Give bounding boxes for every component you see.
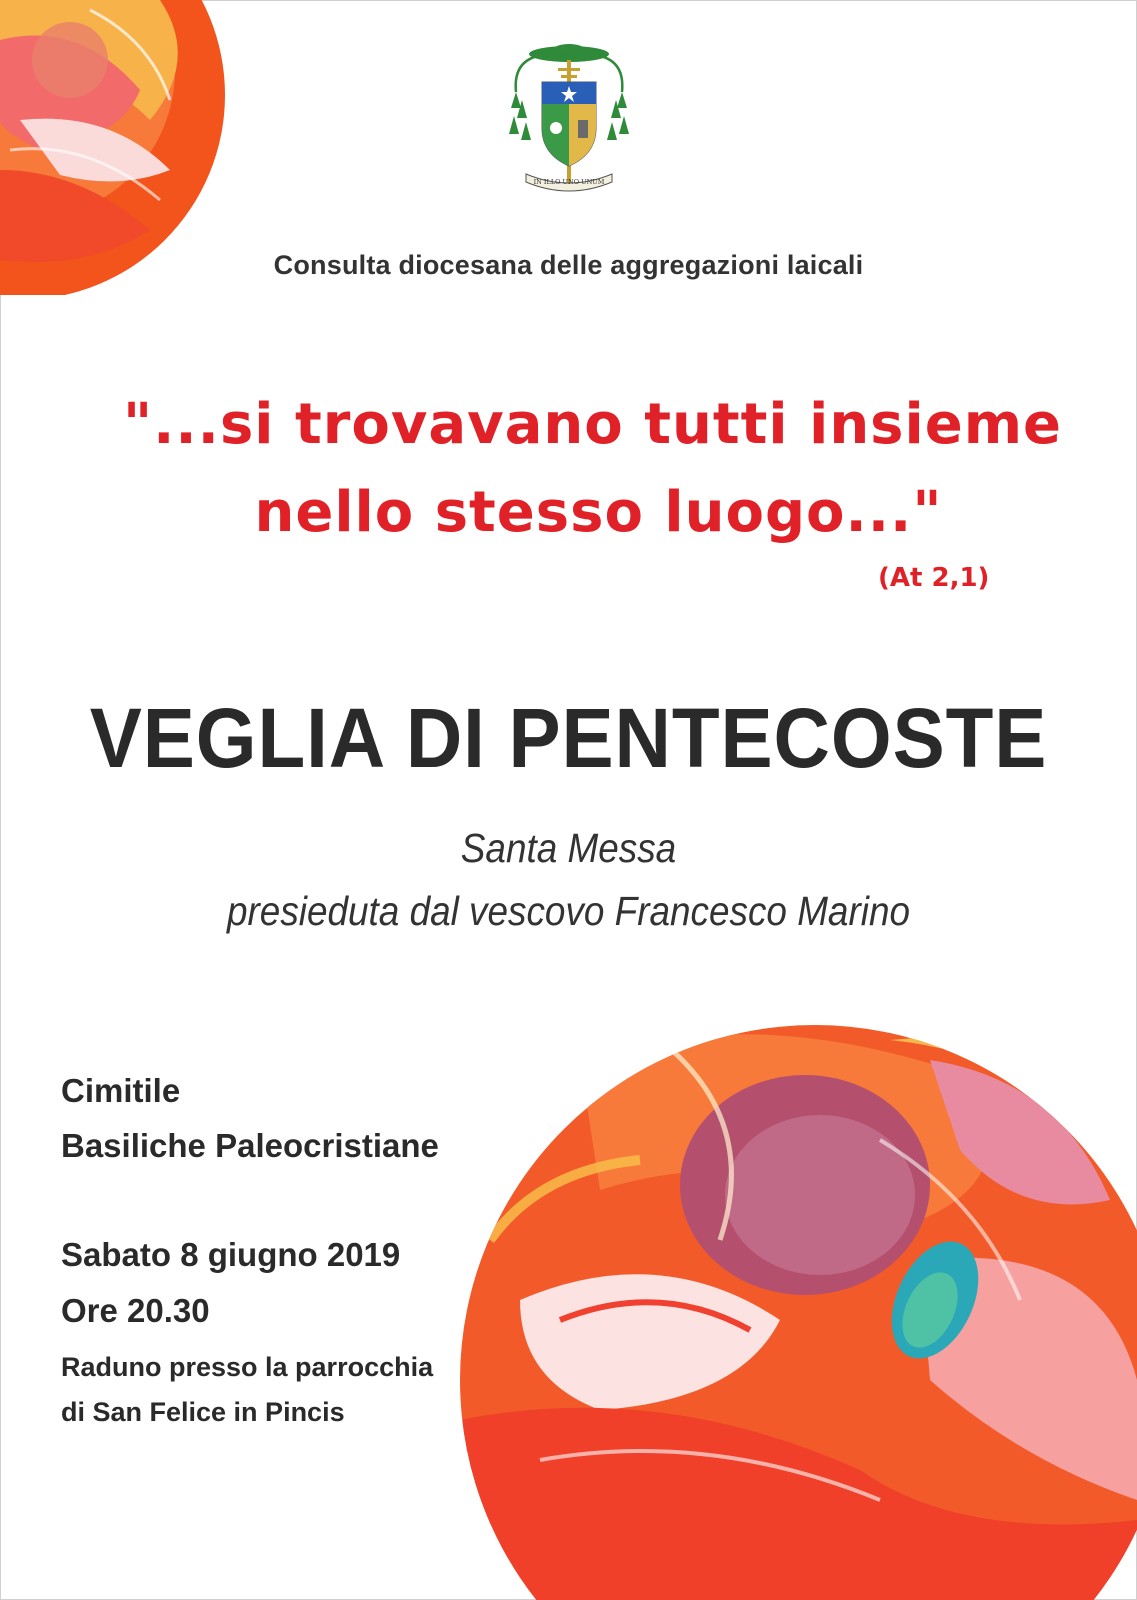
crest-motto: IN ILLO UNO UNUM bbox=[533, 178, 605, 186]
gathering-line-2: di San Felice in Pincis bbox=[61, 1397, 345, 1427]
scripture-quote-line-1: "...si trovavano tutti insieme bbox=[122, 392, 1063, 457]
event-date: Sabato 8 giugno 2019 bbox=[61, 1236, 401, 1273]
scripture-reference: (At 2,1) bbox=[878, 563, 990, 593]
episcopal-coat-of-arms bbox=[508, 42, 630, 198]
location-city: Cimitile bbox=[61, 1072, 181, 1109]
watercolor-art-bottom bbox=[460, 1020, 1137, 1600]
gathering-line-1: Raduno presso la parrocchia bbox=[61, 1352, 434, 1382]
organization-name: Consulta diocesana delle aggregazioni laicali bbox=[273, 250, 864, 280]
scripture-quote-line-2: nello stesso luogo..." bbox=[254, 480, 943, 545]
event-subtitle-mass: Santa Messa bbox=[460, 825, 677, 871]
event-title: VEGLIA DI PENTECOSTE bbox=[89, 691, 1048, 785]
event-time: Ore 20.30 bbox=[61, 1292, 210, 1329]
location-venue: Basiliche Paleocristiane bbox=[61, 1127, 439, 1164]
event-subtitle-presider: presieduta dal vescovo Francesco Marino bbox=[226, 888, 910, 934]
